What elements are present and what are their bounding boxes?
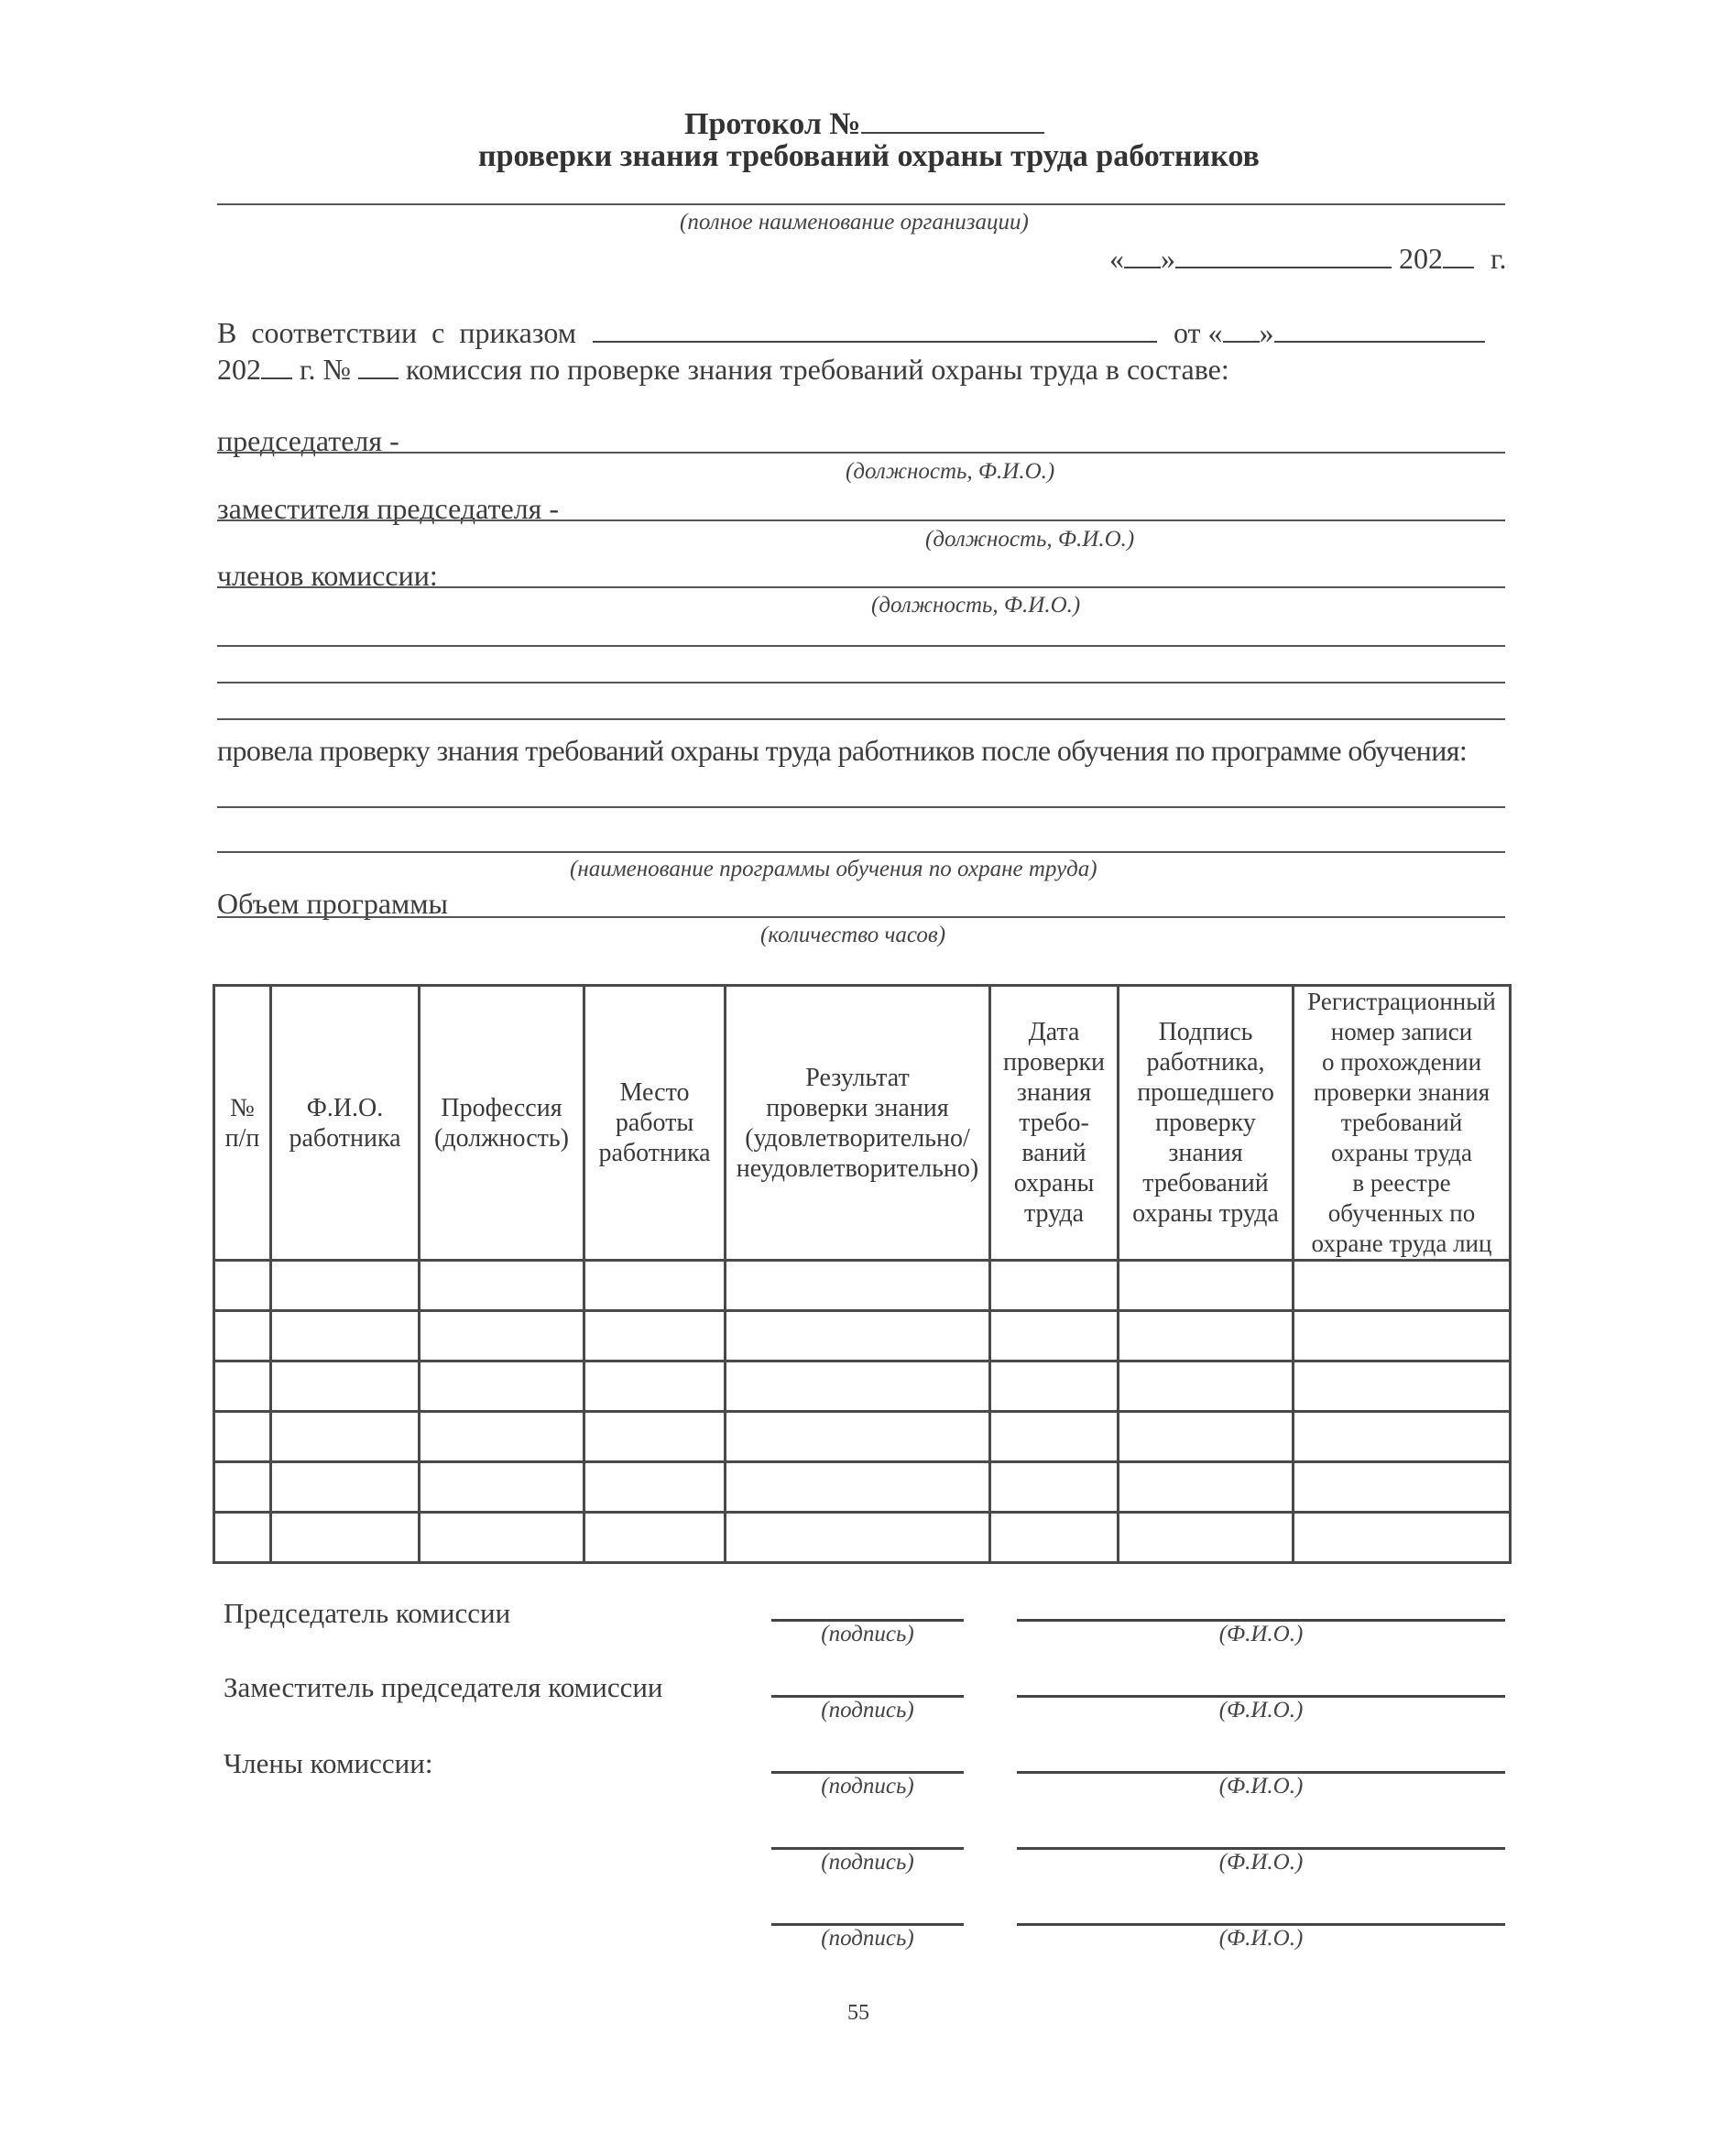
column-header-number (214, 986, 271, 1261)
table-cell[interactable] (214, 1412, 271, 1462)
table-cell[interactable] (1294, 1311, 1511, 1361)
sig-member-1-signature-caption: (подпись) (821, 1774, 914, 1799)
sig-deputy-signature-caption: (подпись) (821, 1698, 914, 1722)
column-header-name (271, 986, 420, 1261)
table-cell[interactable] (1119, 1261, 1294, 1311)
deputy-caption: (должность, Ф.И.О.) (925, 527, 1135, 552)
table-cell[interactable] (271, 1311, 420, 1361)
table-cell[interactable] (420, 1361, 584, 1412)
table-cell[interactable] (726, 1513, 990, 1563)
protocol-title-text: Протокол № (684, 107, 861, 141)
table-cell[interactable] (420, 1513, 584, 1563)
table-cell[interactable] (1119, 1462, 1294, 1513)
order-line-1 (217, 318, 1505, 347)
table-cell[interactable] (584, 1462, 726, 1513)
table-cell[interactable] (420, 1412, 584, 1462)
chair-field[interactable] (217, 452, 1505, 454)
column-header-result-text: Результат проверки знания (удовлетворительно/ неудовлетворительно) (736, 1063, 979, 1183)
order-year-prefix: 202 (217, 353, 261, 386)
protocol-subtitle: проверки знания требований охраны труда работников (478, 139, 1260, 173)
members-caption: (должность, Ф.И.О.) (871, 593, 1081, 618)
order-no-field[interactable] (358, 355, 399, 379)
date-close-quote: » (1161, 242, 1175, 275)
protocol-title (684, 106, 1044, 140)
sig-deputy-label: Заместитель председателя комиссии (224, 1671, 663, 1703)
date-open-quote: « (1109, 242, 1124, 275)
table-cell[interactable] (214, 1361, 271, 1412)
table-cell[interactable] (420, 1462, 584, 1513)
column-header-registry-number-text: Регистрационный номер записи о прохождении проверки знания требований охраны труда в реестре обученных по охране труда лиц (1307, 988, 1496, 1257)
order-lead-text: В соответствии с приказом (217, 316, 576, 349)
program-volume-label: Объем программы (217, 887, 449, 920)
table-cell[interactable] (1294, 1513, 1511, 1563)
chair-caption: (должность, Ф.И.О.) (846, 459, 1055, 484)
date-month-field[interactable] (1175, 245, 1392, 268)
order-close-quote: » (1259, 316, 1274, 349)
sig-members-label: Члены комиссии: (224, 1747, 433, 1779)
members-field-4[interactable] (217, 718, 1505, 720)
sig-member-2-signature-caption: (подпись) (821, 1850, 914, 1875)
order-number-field[interactable] (593, 319, 1157, 343)
program-name-field-2[interactable] (217, 851, 1505, 853)
sig-deputy-name-caption: (Ф.И.О.) (1218, 1698, 1304, 1722)
table-cell[interactable] (1119, 1361, 1294, 1412)
table-row (214, 1361, 1511, 1412)
table-cell[interactable] (584, 1311, 726, 1361)
date-year-suffix: г. (1490, 242, 1507, 275)
table-cell[interactable] (990, 1361, 1119, 1412)
column-header-employee-signature (1119, 986, 1294, 1261)
column-header-workplace (584, 986, 726, 1261)
sig-member-3-signature-caption: (подпись) (821, 1926, 914, 1951)
column-header-check-date (990, 986, 1119, 1261)
column-header-number-text: № п/п (224, 1093, 260, 1153)
table-row (214, 1311, 1511, 1361)
table-cell[interactable] (726, 1261, 990, 1311)
members-field-3[interactable] (217, 682, 1505, 683)
table-cell[interactable] (990, 1513, 1119, 1563)
table-cell[interactable] (214, 1261, 271, 1311)
members-label: членов комиссии: (217, 559, 438, 592)
table-cell[interactable] (271, 1412, 420, 1462)
members-field-2[interactable] (217, 645, 1505, 647)
table-cell[interactable] (214, 1311, 271, 1361)
table-cell[interactable] (420, 1311, 584, 1361)
table-cell[interactable] (584, 1513, 726, 1563)
date-year-prefix: 202 (1399, 242, 1443, 275)
members-field-1[interactable] (217, 586, 1505, 588)
table-row (214, 1513, 1511, 1563)
column-header-profession-text: Профессия (должность) (434, 1093, 569, 1153)
table-cell[interactable] (990, 1412, 1119, 1462)
table-cell[interactable] (726, 1462, 990, 1513)
table-cell[interactable] (1119, 1412, 1294, 1462)
column-header-employee-signature-text: Подпись работника, прошедшего проверку знания требований охраны труда (1132, 1018, 1279, 1228)
table-row (214, 1261, 1511, 1311)
sig-member-3-name-caption: (Ф.И.О.) (1218, 1926, 1304, 1951)
sig-member-1-name-caption: (Ф.И.О.) (1218, 1774, 1304, 1799)
organization-caption: (полное наименование организации) (680, 210, 1029, 235)
deputy-field[interactable] (217, 519, 1505, 521)
order-from-text: от (1173, 316, 1201, 349)
table-cell[interactable] (726, 1361, 990, 1412)
column-header-registry-number (1294, 986, 1511, 1261)
chair-label: председателя - (217, 424, 399, 457)
column-header-result (726, 986, 990, 1261)
table-cell[interactable] (726, 1311, 990, 1361)
table-cell[interactable] (271, 1361, 420, 1412)
sig-member-2-name-caption: (Ф.И.О.) (1218, 1850, 1304, 1875)
table-cell[interactable] (271, 1261, 420, 1311)
order-line-2 (217, 355, 1229, 384)
column-header-workplace-text: Место работы работника (598, 1078, 711, 1167)
column-header-check-date-text: Дата проверки знания требо- ваний охраны труда (1002, 1018, 1106, 1228)
table-cell[interactable] (1294, 1261, 1511, 1311)
program-name-field-1[interactable] (217, 806, 1505, 808)
column-header-name-text: Ф.И.О. работника (289, 1093, 401, 1153)
table-cell[interactable] (214, 1513, 271, 1563)
program-volume-field[interactable] (217, 916, 1505, 918)
table-cell[interactable] (726, 1412, 990, 1462)
deputy-label: заместителя председателя - (217, 492, 560, 525)
table-cell[interactable] (1294, 1361, 1511, 1412)
program-name-caption: (наименование программы обучения по охране труда) (570, 857, 1097, 881)
order-year-field[interactable] (261, 355, 292, 379)
table-header-row (214, 986, 1511, 1261)
order-month-field[interactable] (1274, 319, 1485, 343)
sig-chair-name-caption: (Ф.И.О.) (1218, 1622, 1304, 1646)
table-row (214, 1412, 1511, 1462)
table-cell[interactable] (990, 1462, 1119, 1513)
order-day-field[interactable] (1223, 319, 1260, 343)
program-lead-text: провела проверку знания требований охраны труда работников после обучения по программе обучения: (217, 734, 1468, 767)
order-commission-text: комиссия по проверке знания требований охраны труда в составе: (406, 353, 1229, 386)
date-day-field[interactable] (1124, 245, 1161, 268)
table-cell[interactable] (584, 1361, 726, 1412)
table-cell[interactable] (271, 1513, 420, 1563)
table-cell[interactable] (420, 1261, 584, 1311)
date-year-field[interactable] (1443, 245, 1474, 268)
table-cell[interactable] (1119, 1311, 1294, 1361)
table-cell[interactable] (271, 1462, 420, 1513)
table-cell[interactable] (1294, 1412, 1511, 1462)
sig-chair-label: Председатель комиссии (224, 1597, 511, 1629)
program-volume-caption: (количество часов) (760, 923, 946, 947)
organization-name-field[interactable] (217, 203, 1505, 205)
table-row (214, 1462, 1511, 1513)
table-cell[interactable] (1294, 1462, 1511, 1513)
page-number: 55 (847, 2001, 869, 2025)
table-cell[interactable] (584, 1412, 726, 1462)
table-cell[interactable] (214, 1462, 271, 1513)
order-g-no: г. № (300, 353, 352, 386)
table-cell[interactable] (990, 1311, 1119, 1361)
order-open-quote: « (1207, 316, 1223, 349)
table-cell[interactable] (584, 1261, 726, 1311)
sig-chair-signature-caption: (подпись) (821, 1622, 914, 1646)
table-cell[interactable] (1119, 1513, 1294, 1563)
protocol-date (1109, 244, 1507, 273)
table-cell[interactable] (990, 1261, 1119, 1311)
protocol-number-field[interactable] (861, 106, 1044, 134)
column-header-profession (420, 986, 584, 1261)
knowledge-check-table (213, 984, 1512, 1564)
